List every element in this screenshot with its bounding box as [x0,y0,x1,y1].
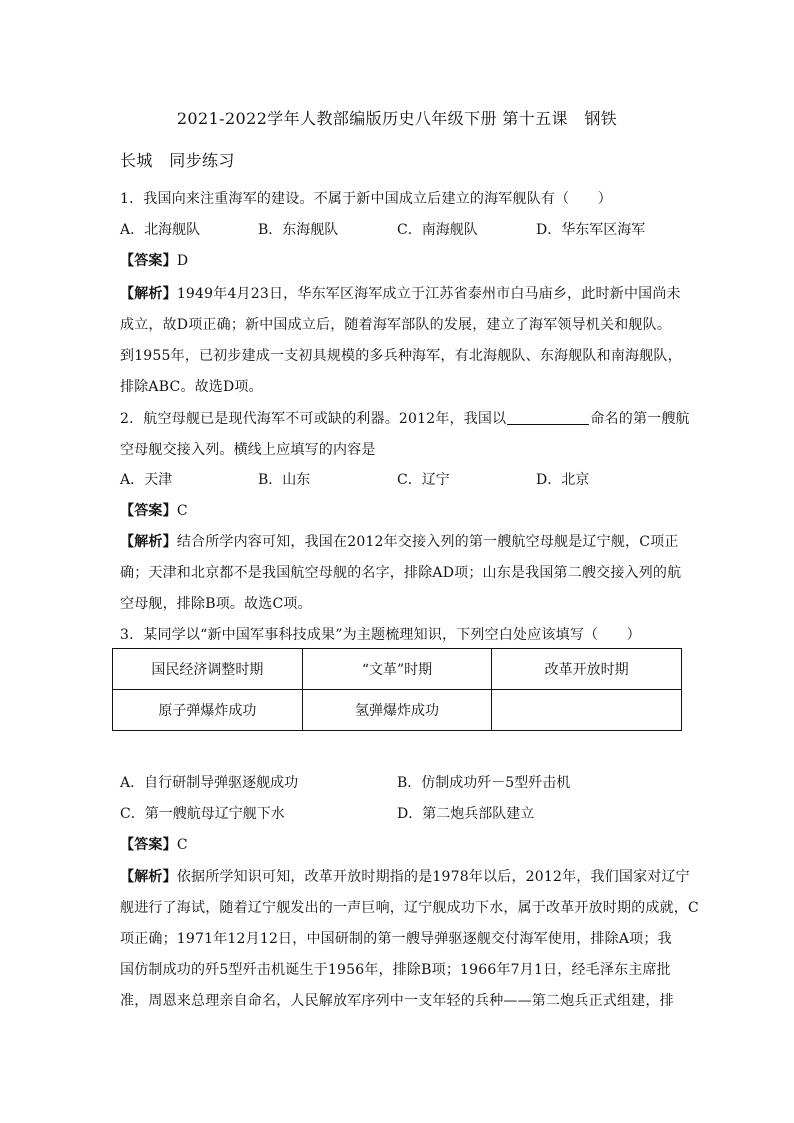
q2-fill-blank [507,410,589,425]
q1-option-c: C．南海舰队 [397,222,478,238]
q3-stem: 3．某同学以“新中国军事科技成果”为主题梳理知识，下列空白处应该填写（ ） [120,627,641,643]
q2-option-d: D．北京 [536,472,590,488]
q1-analysis-line2: 成立，故D项正确；新中国成立后，随着海军部队的发展，建立了海军领导机关和舰队。 [120,317,672,333]
q1-answer-label: 【答案】 [120,253,177,269]
q3-analysis-line5: 准，周恩来总理亲自命名，人民解放军序列中一支年轻的兵种——第二炮兵正式组建，排 [120,993,674,1009]
q3-table-header-1: 国民经济调整时期 [113,649,303,690]
q1-answer-value: D [176,253,189,269]
q1-option-b: B．东海舰队 [258,222,339,238]
q2-analysis-label: 【解析】 [120,534,177,550]
q2-answer-label: 【答案】 [120,503,177,519]
document-title-line1: 2021-2022学年人教部编版历史八年级下册 第十五课 钢铁 [176,109,618,128]
q3-analysis-line2: 舰进行了海试，随着辽宁舰发出的一声巨响，辽宁舰成功下水，属于改革开放时期的成就，C [120,900,699,916]
q3-option-d: D．第二炮兵部队建立 [397,806,535,822]
q1-option-d: D．华东军区海军 [536,222,646,238]
q3-analysis-text: 依据所学知识可知，改革开放时期指的是1978年以后，2012年，我们国家对辽宁 [176,869,690,885]
q3-table-cell-2: 氢弹爆炸成功 [302,690,492,731]
q1-analysis-line4: 排除ABC。故选D项。 [120,379,263,395]
q1-stem: 1．我国向来注重海军的建设。不属于新中国成立后建立的海军舰队有（ ） [120,191,612,207]
q3-table-header-2: “文革”时期 [302,649,492,690]
q1-option-a: A．北海舰队 [120,222,201,238]
q3-option-b: B．仿制成功歼－5型歼击机 [397,775,571,791]
q1-analysis-line1 [120,283,681,303]
q2-stem-line2: 空母舰交接入列。横线上应填写的内容是 [120,442,376,458]
q3-answer [120,834,188,854]
q2-option-a: A．天津 [120,472,173,488]
q2-analysis-line1 [120,531,679,551]
q3-option-a: A．自行研制导弹驱逐舰成功 [120,775,299,791]
q2-stem-after: 命名的第一艘航 [590,411,690,427]
q3-table-header-3: 改革开放时期 [492,649,682,690]
q1-analysis-text: 1949年4月23日，华东军区海军成立于江苏省泰州市白马庙乡，此时新中国尚未 [176,286,681,302]
q2-analysis-line2: 确；天津和北京都不是我国航空母舰的名字，排除AD项；山东是我国第二艘交接入列的航 [120,565,682,581]
table-row [113,690,682,731]
q2-stem-before: 2．航空母舰已是现代海军不可或缺的利器。2012年，我国以 [120,411,507,427]
document-title-line2: 长城 同步练习 [120,151,235,170]
q1-answer [120,250,188,270]
q2-stem-line1 [120,408,690,428]
q2-answer [120,500,188,520]
q3-table-cell-3 [492,690,682,731]
q2-analysis-line3: 空母舰，排除B项。故选C项。 [120,596,312,612]
q2-option-c: C．辽宁 [397,472,450,488]
table-row [113,649,682,690]
q1-analysis-line3: 到1955年，已初步建成一支初具规模的多兵种海军，有北海舰队、东海舰队和南海舰队， [120,348,682,364]
q2-option-b: B．山东 [258,472,311,488]
q3-table-cell-1: 原子弹爆炸成功 [113,690,303,731]
q1-analysis-label: 【解析】 [120,286,177,302]
q3-answer-label: 【答案】 [120,837,177,853]
q2-answer-value: C [176,503,188,519]
q3-analysis-label: 【解析】 [120,869,177,885]
q3-answer-value: C [176,837,188,853]
q3-analysis-line4: 国仿制成功的歼5型歼击机诞生于1956年，排除B项；1966年7月1日，经毛泽东主席批 [120,962,671,978]
q3-option-c: C．第一艘航母辽宁舰下水 [120,806,285,822]
q3-analysis-line3: 项正确；1971年12月12日，中国研制的第一艘导弹驱逐舰交付海军使用，排除A项；我 [120,931,672,947]
q3-table [112,648,682,731]
q2-analysis-text: 结合所学内容可知，我国在2012年交接入列的第一艘航空母舰是辽宁舰，C项正 [176,534,679,550]
q3-analysis-line1 [120,866,690,886]
